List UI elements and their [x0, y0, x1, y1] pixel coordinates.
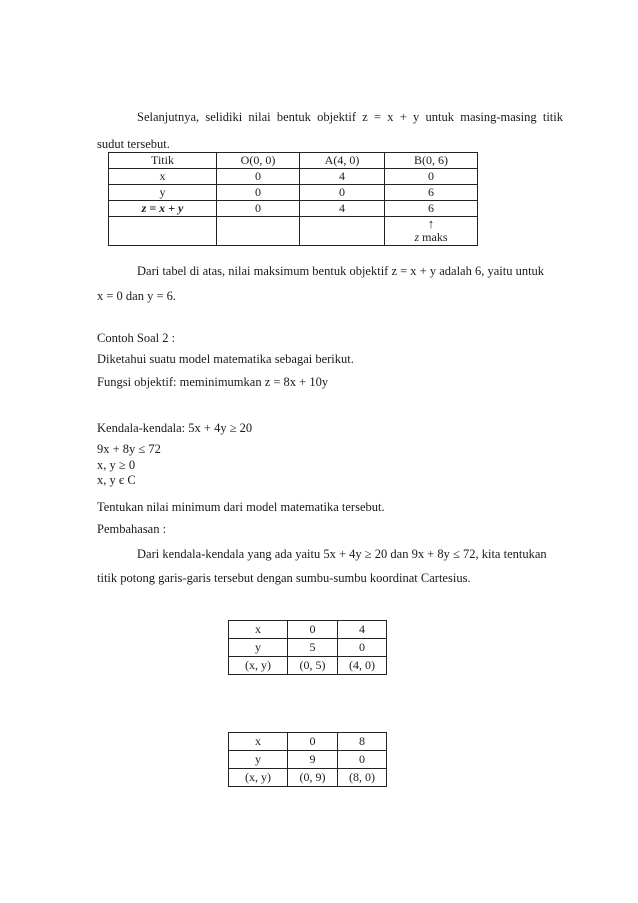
table-cell: 0 — [385, 169, 478, 185]
table-cell: 5 — [288, 639, 338, 657]
table-cell: 4 — [338, 621, 387, 639]
table-cell — [217, 217, 300, 246]
table-cell: y — [109, 185, 217, 201]
table-cell: 6 — [385, 185, 478, 201]
table-cell: y — [229, 639, 288, 657]
table-cell: (x, y) — [229, 657, 288, 675]
table-cell: 8 — [338, 733, 387, 751]
task-statement: Tentukan nilai minimum dari model matematika tersebut. — [97, 500, 385, 514]
table-row — [229, 733, 387, 751]
table-cell: 9 — [288, 751, 338, 769]
table-row — [109, 201, 478, 217]
table-row — [109, 217, 478, 246]
table-cell: (x, y) — [229, 769, 288, 787]
table-cell: x — [109, 169, 217, 185]
objective-function: Fungsi objektif: meminimumkan z = 8x + 10y — [97, 375, 329, 389]
table-cell: 0 — [217, 185, 300, 201]
table-cell — [109, 217, 217, 246]
conclusion-line-1: Dari tabel di atas, nilai maksimum bentuk objektif z = x + y adalah 6, yaitu untuk — [137, 264, 545, 278]
table-row — [109, 153, 478, 169]
example-title: Contoh Soal 2 : — [97, 331, 176, 345]
constraint-4: x, y є C — [97, 473, 136, 487]
table-cell: 0 — [288, 621, 338, 639]
table-header-cell: Titik — [109, 153, 217, 169]
table-cell: 6 — [385, 201, 478, 217]
table-cell: (4, 0) — [338, 657, 387, 675]
table-cell: 0 — [217, 169, 300, 185]
discussion-line-1: Dari kendala-kendala yang ada yaitu 5x + 4y ≥ 20 dan 9x + 8y ≤ 72, kita tentukan — [137, 547, 547, 561]
constraint-2: 9x + 8y ≤ 72 — [97, 442, 161, 456]
intro-paragraph — [97, 104, 563, 158]
constraint-1: Kendala-kendala: 5x + 4y ≥ 20 — [97, 421, 253, 435]
table-cell: y — [229, 751, 288, 769]
table-cell: 0 — [338, 639, 387, 657]
intercept-table-2 — [228, 732, 387, 787]
table-cell — [300, 217, 385, 246]
discussion-line-2: titik potong garis-garis tersebut dengan sumbu-sumbu koordinat Cartesius. — [97, 571, 471, 585]
intro-line-2: sudut tersebut. — [97, 137, 170, 151]
table-row — [109, 185, 478, 201]
table-cell: (0, 9) — [288, 769, 338, 787]
table-cell: x — [229, 733, 288, 751]
arrow-up-icon: ↑ — [427, 216, 435, 231]
intercept-table-1 — [228, 620, 387, 675]
table-cell: x — [229, 621, 288, 639]
table-cell: z = x + y — [109, 201, 217, 217]
table-cell: 0 — [288, 733, 338, 751]
table-header-cell: B(0, 6) — [385, 153, 478, 169]
table-row — [229, 751, 387, 769]
max-label: maks — [419, 230, 448, 244]
table-header-cell: O(0, 0) — [217, 153, 300, 169]
discussion-heading: Pembahasan : — [97, 522, 167, 536]
table-cell: 4 — [300, 169, 385, 185]
intro-line-1: Selanjutnya, selidiki nilai bentuk objektif z = x + y untuk masing-masing titik — [137, 110, 563, 124]
table-row — [229, 639, 387, 657]
table-cell: (0, 5) — [288, 657, 338, 675]
table-cell: 0 — [300, 185, 385, 201]
table-cell: 0 — [338, 751, 387, 769]
constraint-3: x, y ≥ 0 — [97, 458, 136, 472]
table-row — [229, 657, 387, 675]
corner-point-table — [108, 152, 478, 246]
example-given: Diketahui suatu model matematika sebagai berikut. — [97, 352, 354, 366]
table-row — [109, 169, 478, 185]
table-cell: (8, 0) — [338, 769, 387, 787]
conclusion-line-2: x = 0 dan y = 6. — [97, 289, 177, 303]
max-variable: z — [414, 230, 420, 244]
max-marker-cell — [385, 217, 478, 246]
table-row — [229, 621, 387, 639]
table-header-cell: A(4, 0) — [300, 153, 385, 169]
table-cell: 0 — [217, 201, 300, 217]
table-row — [229, 769, 387, 787]
table-cell: 4 — [300, 201, 385, 217]
